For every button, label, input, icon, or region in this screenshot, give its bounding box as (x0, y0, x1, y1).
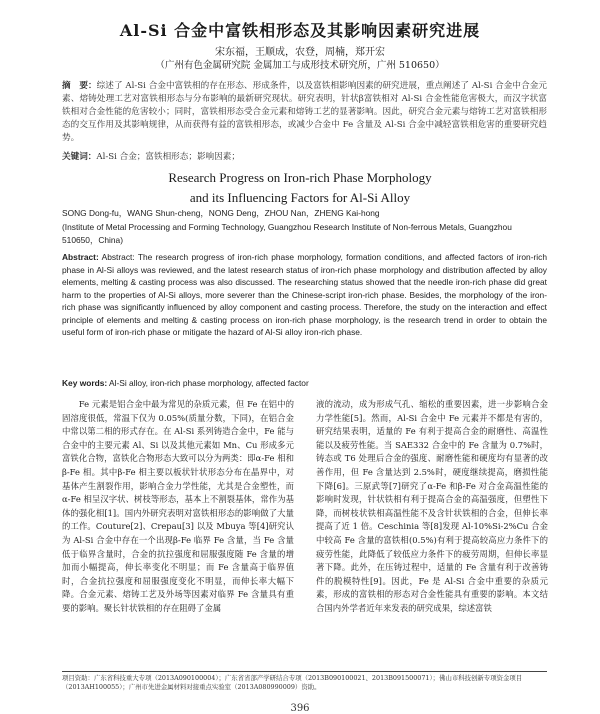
english-affiliation: (Institute of Metal Processing and Forming Technology, Guangzhou Research Institute of Non-ferrous Metals, Guangzhou 510650，China) (62, 222, 512, 245)
english-keywords-text: Al-Si alloy, iron-rich phase morphology, affected factor (109, 378, 309, 388)
page-number: 396 (290, 703, 310, 714)
english-title-line-2: and its Influencing Factors for Al-Si Alloy (189, 190, 411, 205)
chinese-affiliation: （广州有色金属研究院 金属加工与成形技术研究所，广州 510650） (155, 60, 445, 71)
funding-footnote: 项目资助：广东省科技重大专项（2013A090100004）；广东省省部产学研结合专项（2013B090100021、2013B091500071）；佛山市科技创新专项资金项目（2013AH100055）；广州市先进金属材料对接重点实验室（2013A080990009）资助。 (62, 674, 523, 691)
english-keywords-label: Key words: (62, 378, 108, 388)
english-abstract-text: Abstract: The research progress of iron-rich phase morphology, formation conditions, and affected factors of iron-rich phase in Al-Si alloys was reviewed, and the latest research status of iron-rich phase morphology and distribution affected by alloy elements, melting & casting process was also discussed. The researching status showed that the needle iron-rich phase did great harm to the properties of Al-Si alloys, more severer than the Chinese-script iron-rich phase. Besides, the morphology of the iron-rich phase was significantly influenced by alloy component and casting process. Therefore, the study on the interaction and effect principle of elements and melting & casting process on iron-rich phase morphology, is the research trend in order to obtain the useful form of iron-rich phase or mitigate the hazard of Al-Si alloy iron-rich phase. (62, 252, 547, 337)
footnote-divider (62, 671, 547, 672)
english-authors: SONG Dong-fu，WANG Shun-cheng，NONG Deng，ZHOU Nan，ZHENG Kai-hong (62, 208, 380, 218)
english-title-line-1: Research Progress on Iron-rich Phase Morphology (168, 170, 432, 185)
english-abstract (62, 251, 547, 339)
chinese-keywords-text: Al-Si 合金；富铁相形态；影响因素； (96, 152, 240, 162)
chinese-abstract-label: 摘 要： (62, 81, 97, 91)
chinese-keywords (62, 150, 547, 162)
chinese-abstract (62, 80, 547, 145)
english-title (0, 168, 600, 208)
chinese-title: Al-Si 合金中富铁相形态及其影响因素研究进展 (119, 21, 481, 40)
chinese-authors: 宋东福，王顺成，农登，周楠，郑开宏 (215, 47, 385, 58)
chinese-abstract-text: 综述了 Al-Si 合金中富铁相的存在形态、形成条件，以及富铁相影响因素的研究进展，重点阐述了 Al-Si 合金中合金元素、熔铸处理工艺对富铁相形态与分布影响的最新研究现状。研究表明，针状β富铁相对 Al-Si 合金性能危害极大，而汉字状富铁相对合金性能的危害较小；同时，富铁相形态受合金元素和熔铸工艺的显著影响。因此，研究合金元素与熔铸工艺对富铁相形态的交互作用及其影响规律，从而获得有益的富铁相形态，或减少合金中 Fe 含量及 Al-Si 合金中减轻富铁相危害的重要研究趋势。 (62, 81, 547, 143)
body-right-column: 液的流动，成为形成气孔、缩松的重要因素，进一步影响合金力学性能[5]。然而，Al-Si 合金中 Fe 元素并不都是有害的，研究结果表明，适量的 Fe 有利于提高合金的耐磨性、高温性能以及疲劳性能。当 SAE332 合金中的 Fe 含量为 0.7%时，铸态或 T6 处理后合金的强度、耐磨性能和硬度均有显著的改善作用，但 Fe 含量达到 2.5%时，硬度继续提高，磨损性能下降[6]。三原武等[7]研究了α-Fe 和β-Fe 对合金高温性能的影响时发现，针状铁相有利于提高合金的高温强度，但塑性下降，而树枝状铁相高温性能不及含针状铁相的合金，但伸长率提高了近 1 倍。Ceschinia 等[8]发现 Al-10%Si-2%Cu 合金中较高 Fe 含量的富铁相(0.5%)有利于提高较高应力条件下的疲劳性能，此降低了较低应力条件下的疲劳周期，但伸长率显著下降。此外，在压铸过程中，适量的 Fe 含量有利于改善铸件的脱模特性[9]。因此，Fe 是 Al-Si 合金中重要的杂质元素，形成的富铁相的形态对合金性能具有重要的影响。本文结合国内外学者近年来发表的研究成果，综述富铁 (316, 399, 548, 613)
body-left-column: Fe 元素是铝合金中最为常见的杂质元素，但 Fe 在铝中的固溶度很低，常温下仅为 0.05%(质量分数，下同)，在铝合金中常以第二相的形式存在。在 Al-Si 系列铸造合金中，Fe 能与合金中的主要元素 Al、Si 以及其他元素如 Mn、Cu 形成多元富铁化合物，富铁化合物形态大致可以分为两类：即α-Fe 相和β-Fe 相。其中β-Fe 相主要以板状针状形态分布在晶界中，对基体产生割裂作用，影响合金力学性能，尤其是合金塑性，而α-Fe 相呈汉字状、树枝等形态，基本上不割裂基体，常作为基体的强化相[1]。国内外研究表明对富铁相形态的影响做了大量的工作。Couture[2]、Crepau[3] 以及 Mbuya 等[4]研究认为 Al-Si 合金中存在一个出现β-Fe 临界 Fe 含量，当 Fe 含量低于临界含量时，合金的抗拉强度和屈服强度随 Fe 含量的增加而小幅提高，伸长率变化不明显；而 Fe 含量高于临界值时，合金抗拉强度和屈服强度变化不明显，而伸长率大幅下降。合金元素、熔铸工艺及外场等因素对临界 Fe 含量具有重要的影响。聚长针状铁相的存在阻碍了金属 (62, 399, 294, 613)
english-keywords (62, 377, 547, 390)
chinese-keywords-label: 关键词： (62, 152, 97, 162)
english-abstract-label: Abstract: (62, 252, 99, 262)
